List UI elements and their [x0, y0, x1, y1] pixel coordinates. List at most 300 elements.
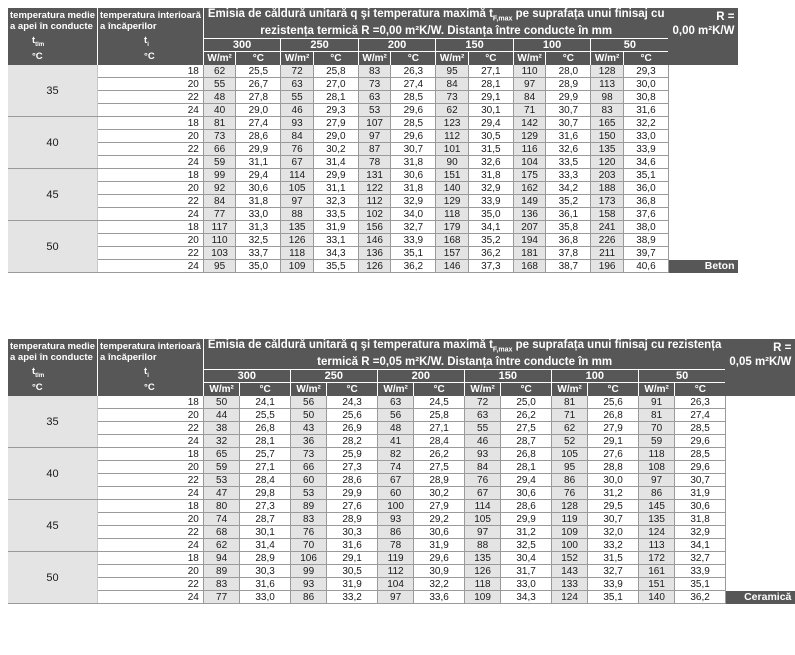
- header-room-temperature: temperatura interioară a încăperilor $t_i$ °C: [98, 8, 204, 65]
- unit-c-header: °C: [327, 383, 378, 396]
- room-temp-cell: 22: [98, 143, 204, 156]
- heat-emission-cell: 83: [203, 578, 239, 591]
- pipe-spacing-header: 300: [203, 370, 290, 383]
- room-temp-cell: 24: [98, 156, 204, 169]
- heat-emission-cell: 172: [638, 552, 674, 565]
- max-surface-temp-cell: 27,9: [313, 117, 358, 130]
- max-surface-temp-cell: 35,8: [546, 221, 591, 234]
- max-surface-temp-cell: 36,2: [391, 260, 436, 273]
- heat-emission-cell: 83: [591, 104, 624, 117]
- max-surface-temp-cell: 28,5: [675, 422, 726, 435]
- heat-emission-cell: 211: [591, 247, 624, 260]
- heat-emission-cell: 60: [290, 474, 326, 487]
- max-surface-temp-cell: 28,6: [501, 500, 552, 513]
- unit-c-header: °C: [236, 52, 281, 65]
- max-surface-temp-cell: 30,0: [588, 474, 639, 487]
- empty-cell: [668, 91, 738, 104]
- empty-cell: [725, 526, 795, 539]
- unit-c-header: °C: [414, 383, 465, 396]
- heat-emission-cell: 44: [203, 409, 239, 422]
- heat-emission-cell: 97: [377, 591, 413, 604]
- heat-emission-cell: 84: [464, 461, 500, 474]
- heat-emission-cell: 98: [591, 91, 624, 104]
- room-temp-cell: 22: [98, 578, 204, 591]
- room-temp-cell: 18: [98, 65, 204, 78]
- heat-emission-cell: 74: [203, 513, 239, 526]
- max-surface-temp-cell: 36,0: [623, 182, 668, 195]
- max-surface-temp-cell: 29,9: [236, 143, 281, 156]
- max-surface-temp-cell: 29,0: [236, 104, 281, 117]
- max-surface-temp-cell: 25,8: [414, 409, 465, 422]
- unit-w-header: W/m²: [436, 52, 469, 65]
- heat-emission-cell: 119: [551, 513, 587, 526]
- heat-emission-cell: 162: [513, 182, 546, 195]
- heat-emission-cell: 55: [281, 91, 314, 104]
- heat-emission-cell: 76: [281, 143, 314, 156]
- max-surface-temp-cell: 30,8: [623, 91, 668, 104]
- max-surface-temp-cell: 31,6: [623, 104, 668, 117]
- heat-emission-cell: 86: [638, 487, 674, 500]
- table-title: Emisia de căldură unitară q şi temperatura maximă $t_{F,max}$ pe suprafața unui finisaj cu rezistența termică R =0,00 m²K/W. Distanța între conducte în mm: [203, 8, 668, 39]
- room-temp-cell: 18: [98, 169, 204, 182]
- table-row: [8, 169, 738, 182]
- heat-emission-cell: 76: [551, 487, 587, 500]
- heat-emission-cell: 124: [551, 591, 587, 604]
- max-surface-temp-cell: 28,6: [327, 474, 378, 487]
- table-row: [8, 143, 738, 156]
- max-surface-temp-cell: 28,9: [546, 78, 591, 91]
- heat-emission-cell: 126: [281, 234, 314, 247]
- empty-cell: [725, 461, 795, 474]
- max-surface-temp-cell: 32,2: [414, 578, 465, 591]
- pipe-spacing-header: 250: [281, 39, 359, 52]
- heat-emission-cell: 91: [638, 396, 674, 409]
- max-surface-temp-cell: 26,3: [675, 396, 726, 409]
- room-temp-cell: 20: [98, 565, 204, 578]
- max-surface-temp-cell: 28,9: [240, 552, 291, 565]
- heat-emission-cell: 140: [638, 591, 674, 604]
- heat-emission-cell: 81: [638, 409, 674, 422]
- room-temp-cell: 18: [98, 117, 204, 130]
- heat-emission-cell: 71: [551, 409, 587, 422]
- heat-emission-cell: 165: [591, 117, 624, 130]
- heat-emission-cell: 150: [591, 130, 624, 143]
- max-surface-temp-cell: 30,6: [414, 526, 465, 539]
- heat-emission-cell: 62: [203, 65, 236, 78]
- max-surface-temp-cell: 27,4: [391, 78, 436, 91]
- heat-emission-cell: 68: [203, 526, 239, 539]
- room-temp-cell: 20: [98, 234, 204, 247]
- material-label: Ceramică: [725, 591, 795, 604]
- heat-emission-cell: 82: [377, 448, 413, 461]
- heat-emission-cell: 126: [464, 565, 500, 578]
- max-surface-temp-cell: 38,9: [623, 234, 668, 247]
- empty-cell: [668, 169, 738, 182]
- heat-emission-cell: 112: [358, 195, 391, 208]
- heat-emission-cell: 97: [638, 474, 674, 487]
- heat-emission-cell: 93: [377, 513, 413, 526]
- max-surface-temp-cell: 29,3: [313, 104, 358, 117]
- max-surface-temp-cell: 30,6: [501, 487, 552, 500]
- pipe-spacing-header: 50: [591, 39, 669, 52]
- max-surface-temp-cell: 29,1: [588, 435, 639, 448]
- heat-emission-cell: 118: [638, 448, 674, 461]
- max-surface-temp-cell: 34,1: [468, 221, 513, 234]
- heat-emission-cell: 95: [436, 65, 469, 78]
- max-surface-temp-cell: 33,6: [414, 591, 465, 604]
- max-surface-temp-cell: 30,2: [313, 143, 358, 156]
- heat-emission-cell: 73: [436, 91, 469, 104]
- table-row: [8, 552, 795, 565]
- unit-c-header: °C: [391, 52, 436, 65]
- heat-emission-cell: 100: [377, 500, 413, 513]
- heat-emission-cell: 78: [358, 156, 391, 169]
- heat-emission-cell: 161: [638, 565, 674, 578]
- unit-c-header: °C: [675, 383, 726, 396]
- mean-water-temp-cell: 45: [8, 500, 98, 552]
- empty-cell: [725, 396, 795, 409]
- empty-cell: [725, 474, 795, 487]
- room-temp-cell: 20: [98, 513, 204, 526]
- max-surface-temp-cell: 33,9: [623, 143, 668, 156]
- heat-emission-cell: 99: [203, 169, 236, 182]
- max-surface-temp-cell: 33,9: [675, 565, 726, 578]
- max-surface-temp-cell: 32,9: [391, 195, 436, 208]
- empty-cell: [725, 422, 795, 435]
- heat-emission-cell: 120: [591, 156, 624, 169]
- heat-emission-cell: 124: [638, 526, 674, 539]
- heat-emission-cell: 113: [591, 78, 624, 91]
- empty-cell: [668, 221, 738, 234]
- max-surface-temp-cell: 27,5: [501, 422, 552, 435]
- max-surface-temp-cell: 28,1: [240, 435, 291, 448]
- max-surface-temp-cell: 31,5: [588, 552, 639, 565]
- room-temp-cell: 22: [98, 422, 204, 435]
- max-surface-temp-cell: 30,7: [391, 143, 436, 156]
- empty-cell: [668, 234, 738, 247]
- max-surface-temp-cell: 36,8: [623, 195, 668, 208]
- max-surface-temp-cell: 34,6: [623, 156, 668, 169]
- heat-emission-cell: 76: [464, 474, 500, 487]
- heat-emission-cell: 118: [436, 208, 469, 221]
- max-surface-temp-cell: 25,8: [313, 65, 358, 78]
- max-surface-temp-cell: 33,0: [623, 130, 668, 143]
- heat-emission-cell: 55: [464, 422, 500, 435]
- table-row: [8, 474, 795, 487]
- max-surface-temp-cell: 32,7: [588, 565, 639, 578]
- heat-emission-cell: 88: [464, 539, 500, 552]
- max-surface-temp-cell: 31,8: [468, 169, 513, 182]
- max-surface-temp-cell: 30,1: [468, 104, 513, 117]
- max-surface-temp-cell: 29,8: [240, 487, 291, 500]
- heat-emission-cell: 143: [551, 565, 587, 578]
- heat-emission-cell: 88: [281, 208, 314, 221]
- room-temp-cell: 24: [98, 539, 204, 552]
- max-surface-temp-cell: 27,3: [327, 461, 378, 474]
- heat-emission-cell: 156: [358, 221, 391, 234]
- room-temp-cell: 18: [98, 221, 204, 234]
- heat-emission-cell: 109: [281, 260, 314, 273]
- room-temp-cell: 20: [98, 130, 204, 143]
- max-surface-temp-cell: 26,8: [501, 448, 552, 461]
- max-surface-temp-cell: 30,5: [468, 130, 513, 143]
- max-surface-temp-cell: 28,5: [675, 448, 726, 461]
- max-surface-temp-cell: 31,3: [236, 221, 281, 234]
- max-surface-temp-cell: 32,2: [623, 117, 668, 130]
- unit-w-header: W/m²: [358, 52, 391, 65]
- max-surface-temp-cell: 26,9: [327, 422, 378, 435]
- max-surface-temp-cell: 25,9: [327, 448, 378, 461]
- heat-emission-cell: 53: [290, 487, 326, 500]
- heat-emission-cell: 74: [377, 461, 413, 474]
- heat-emission-cell: 77: [203, 591, 239, 604]
- max-surface-temp-cell: 30,7: [588, 513, 639, 526]
- heat-emission-cell: 151: [638, 578, 674, 591]
- max-surface-temp-cell: 27,9: [588, 422, 639, 435]
- max-surface-temp-cell: 29,2: [414, 513, 465, 526]
- heat-emission-cell: 135: [281, 221, 314, 234]
- heat-emission-cell: 76: [290, 526, 326, 539]
- heat-emission-cell: 70: [638, 422, 674, 435]
- heat-emission-cell: 157: [436, 247, 469, 260]
- max-surface-temp-cell: 37,6: [623, 208, 668, 221]
- max-surface-temp-cell: 29,1: [468, 91, 513, 104]
- heat-emission-cell: 56: [290, 396, 326, 409]
- max-surface-temp-cell: 35,1: [623, 169, 668, 182]
- table-row: [8, 208, 738, 221]
- max-surface-temp-cell: 25,5: [240, 409, 291, 422]
- table-row: [8, 487, 795, 500]
- heat-emission-cell: 73: [203, 130, 236, 143]
- heat-emission-cell: 123: [436, 117, 469, 130]
- table-row: [8, 500, 795, 513]
- heat-emission-cell: 179: [436, 221, 469, 234]
- max-surface-temp-cell: 33,5: [546, 156, 591, 169]
- max-surface-temp-cell: 30,3: [327, 526, 378, 539]
- max-surface-temp-cell: 26,2: [501, 409, 552, 422]
- max-surface-temp-cell: 28,2: [327, 435, 378, 448]
- max-surface-temp-cell: 29,9: [501, 513, 552, 526]
- heat-emission-cell: 86: [377, 526, 413, 539]
- heat-emission-cell: 86: [290, 591, 326, 604]
- max-surface-temp-cell: 29,3: [623, 65, 668, 78]
- max-surface-temp-cell: 25,5: [236, 65, 281, 78]
- heat-emission-cell: 73: [358, 78, 391, 91]
- table-row: [8, 539, 795, 552]
- max-surface-temp-cell: 34,1: [675, 539, 726, 552]
- empty-cell: [668, 78, 738, 91]
- unit-c-header: °C: [623, 52, 668, 65]
- heat-emission-cell: 140: [436, 182, 469, 195]
- max-surface-temp-cell: 28,1: [313, 91, 358, 104]
- unit-w-header: W/m²: [281, 52, 314, 65]
- max-surface-temp-cell: 27,3: [240, 500, 291, 513]
- heat-emission-cell: 48: [377, 422, 413, 435]
- table-row: [8, 448, 795, 461]
- empty-cell: [668, 143, 738, 156]
- max-surface-temp-cell: 33,0: [240, 591, 291, 604]
- max-surface-temp-cell: 37,8: [546, 247, 591, 260]
- heat-emission-cell: 72: [464, 396, 500, 409]
- max-surface-temp-cell: 27,6: [327, 500, 378, 513]
- heat-emission-cell: 81: [551, 396, 587, 409]
- heat-emission-cell: 110: [203, 234, 236, 247]
- max-surface-temp-cell: 32,6: [468, 156, 513, 169]
- max-surface-temp-cell: 30,9: [414, 565, 465, 578]
- heat-emission-cell: 136: [358, 247, 391, 260]
- heat-emission-cell: 62: [551, 422, 587, 435]
- max-surface-temp-cell: 31,8: [675, 513, 726, 526]
- max-surface-temp-cell: 35,1: [675, 578, 726, 591]
- room-temp-cell: 20: [98, 182, 204, 195]
- max-surface-temp-cell: 31,9: [313, 221, 358, 234]
- heat-emission-cell: 105: [281, 182, 314, 195]
- heat-emission-cell: 131: [358, 169, 391, 182]
- max-surface-temp-cell: 31,2: [501, 526, 552, 539]
- heat-emission-cell: 146: [436, 260, 469, 273]
- table-row: [8, 409, 795, 422]
- max-surface-temp-cell: 38,0: [623, 221, 668, 234]
- heat-emission-cell: 89: [203, 565, 239, 578]
- max-surface-temp-cell: 25,7: [240, 448, 291, 461]
- empty-cell: [668, 182, 738, 195]
- heat-emission-cell: 71: [513, 104, 546, 117]
- empty-cell: [668, 117, 738, 130]
- table-row: [8, 422, 795, 435]
- room-temp-cell: 22: [98, 474, 204, 487]
- max-surface-temp-cell: 31,4: [240, 539, 291, 552]
- thermal-resistance-label: R = 0,05 m²K/W: [725, 339, 795, 396]
- max-surface-temp-cell: 31,6: [240, 578, 291, 591]
- heat-emission-cell: 62: [436, 104, 469, 117]
- table-row: [8, 526, 795, 539]
- max-surface-temp-cell: 33,9: [391, 234, 436, 247]
- mean-water-temp-cell: 35: [8, 396, 98, 448]
- max-surface-temp-cell: 28,4: [414, 435, 465, 448]
- table-row: [8, 513, 795, 526]
- heat-emission-cell: 226: [591, 234, 624, 247]
- max-surface-temp-cell: 28,7: [240, 513, 291, 526]
- heat-emission-cell: 70: [290, 539, 326, 552]
- heat-emission-cell: 41: [377, 435, 413, 448]
- heat-emission-cell: 114: [281, 169, 314, 182]
- max-surface-temp-cell: 27,0: [313, 78, 358, 91]
- table-row: [8, 117, 738, 130]
- max-surface-temp-cell: 27,4: [675, 409, 726, 422]
- heat-emission-cell: 86: [551, 474, 587, 487]
- room-temp-cell: 24: [98, 591, 204, 604]
- heat-emission-cell: 55: [203, 78, 236, 91]
- max-surface-temp-cell: 29,9: [546, 91, 591, 104]
- max-surface-temp-cell: 29,1: [327, 552, 378, 565]
- max-surface-temp-cell: 31,7: [501, 565, 552, 578]
- empty-cell: [668, 130, 738, 143]
- max-surface-temp-cell: 33,0: [501, 578, 552, 591]
- max-surface-temp-cell: 27,1: [240, 461, 291, 474]
- max-surface-temp-cell: 31,9: [414, 539, 465, 552]
- mean-water-temp-cell: 40: [8, 448, 98, 500]
- heat-emission-cell: 203: [591, 169, 624, 182]
- heat-emission-cell: 128: [591, 65, 624, 78]
- max-surface-temp-cell: 28,4: [240, 474, 291, 487]
- max-surface-temp-cell: 26,8: [240, 422, 291, 435]
- max-surface-temp-cell: 36,2: [675, 591, 726, 604]
- max-surface-temp-cell: 24,3: [327, 396, 378, 409]
- room-temp-cell: 20: [98, 461, 204, 474]
- room-temp-cell: 24: [98, 487, 204, 500]
- max-surface-temp-cell: 39,7: [623, 247, 668, 260]
- unit-c-header: °C: [546, 52, 591, 65]
- heat-emission-cell: 135: [591, 143, 624, 156]
- max-surface-temp-cell: 31,2: [588, 487, 639, 500]
- max-surface-temp-cell: 31,8: [391, 182, 436, 195]
- empty-cell: [725, 539, 795, 552]
- heat-emission-cell: 36: [290, 435, 326, 448]
- max-surface-temp-cell: 31,1: [236, 156, 281, 169]
- heat-emission-cell: 105: [464, 513, 500, 526]
- max-surface-temp-cell: 35,2: [468, 234, 513, 247]
- heat-emission-cell: 80: [203, 500, 239, 513]
- empty-cell: [725, 409, 795, 422]
- max-surface-temp-cell: 32,7: [675, 552, 726, 565]
- max-surface-temp-cell: 35,1: [588, 591, 639, 604]
- heat-emission-cell: 194: [513, 234, 546, 247]
- heat-emission-cell: 66: [203, 143, 236, 156]
- heat-emission-cell: 50: [203, 396, 239, 409]
- heat-emission-cell: 40: [203, 104, 236, 117]
- table-row: [8, 260, 738, 273]
- max-surface-temp-cell: 33,2: [588, 539, 639, 552]
- heat-emission-cell: 53: [358, 104, 391, 117]
- room-temp-cell: 24: [98, 435, 204, 448]
- pipe-spacing-header: 250: [290, 370, 377, 383]
- max-surface-temp-cell: 25,6: [327, 409, 378, 422]
- table-row: [8, 234, 738, 247]
- heat-emission-cell: 93: [290, 578, 326, 591]
- max-surface-temp-cell: 35,5: [313, 260, 358, 273]
- pipe-spacing-header: 200: [377, 370, 464, 383]
- max-surface-temp-cell: 35,1: [391, 247, 436, 260]
- max-surface-temp-cell: 27,1: [414, 422, 465, 435]
- heat-emission-cell: 90: [436, 156, 469, 169]
- heat-emission-cell: 72: [281, 65, 314, 78]
- table-row: [8, 130, 738, 143]
- thermal-resistance-label: R = 0,00 m²K/W: [668, 8, 738, 65]
- heat-emission-cell: 104: [377, 578, 413, 591]
- max-surface-temp-cell: 32,7: [391, 221, 436, 234]
- max-surface-temp-cell: 26,7: [236, 78, 281, 91]
- max-surface-temp-cell: 31,4: [313, 156, 358, 169]
- mean-water-temp-cell: 35: [8, 65, 98, 117]
- heat-emission-cell: 103: [203, 247, 236, 260]
- heat-emission-cell: 46: [281, 104, 314, 117]
- heat-emission-cell: 73: [290, 448, 326, 461]
- unit-c-header: °C: [313, 52, 358, 65]
- max-surface-temp-cell: 28,1: [501, 461, 552, 474]
- heat-emission-cell: 142: [513, 117, 546, 130]
- heat-emission-cell: 128: [551, 500, 587, 513]
- max-surface-temp-cell: 31,6: [546, 130, 591, 143]
- max-surface-temp-cell: 28,9: [327, 513, 378, 526]
- max-surface-temp-cell: 29,4: [501, 474, 552, 487]
- max-surface-temp-cell: 33,5: [313, 208, 358, 221]
- unit-w-header: W/m²: [513, 52, 546, 65]
- max-surface-temp-cell: 27,4: [236, 117, 281, 130]
- heat-emission-cell: 99: [290, 565, 326, 578]
- heat-emission-cell: 83: [358, 65, 391, 78]
- heat-emission-cell: 78: [377, 539, 413, 552]
- max-surface-temp-cell: 33,9: [468, 195, 513, 208]
